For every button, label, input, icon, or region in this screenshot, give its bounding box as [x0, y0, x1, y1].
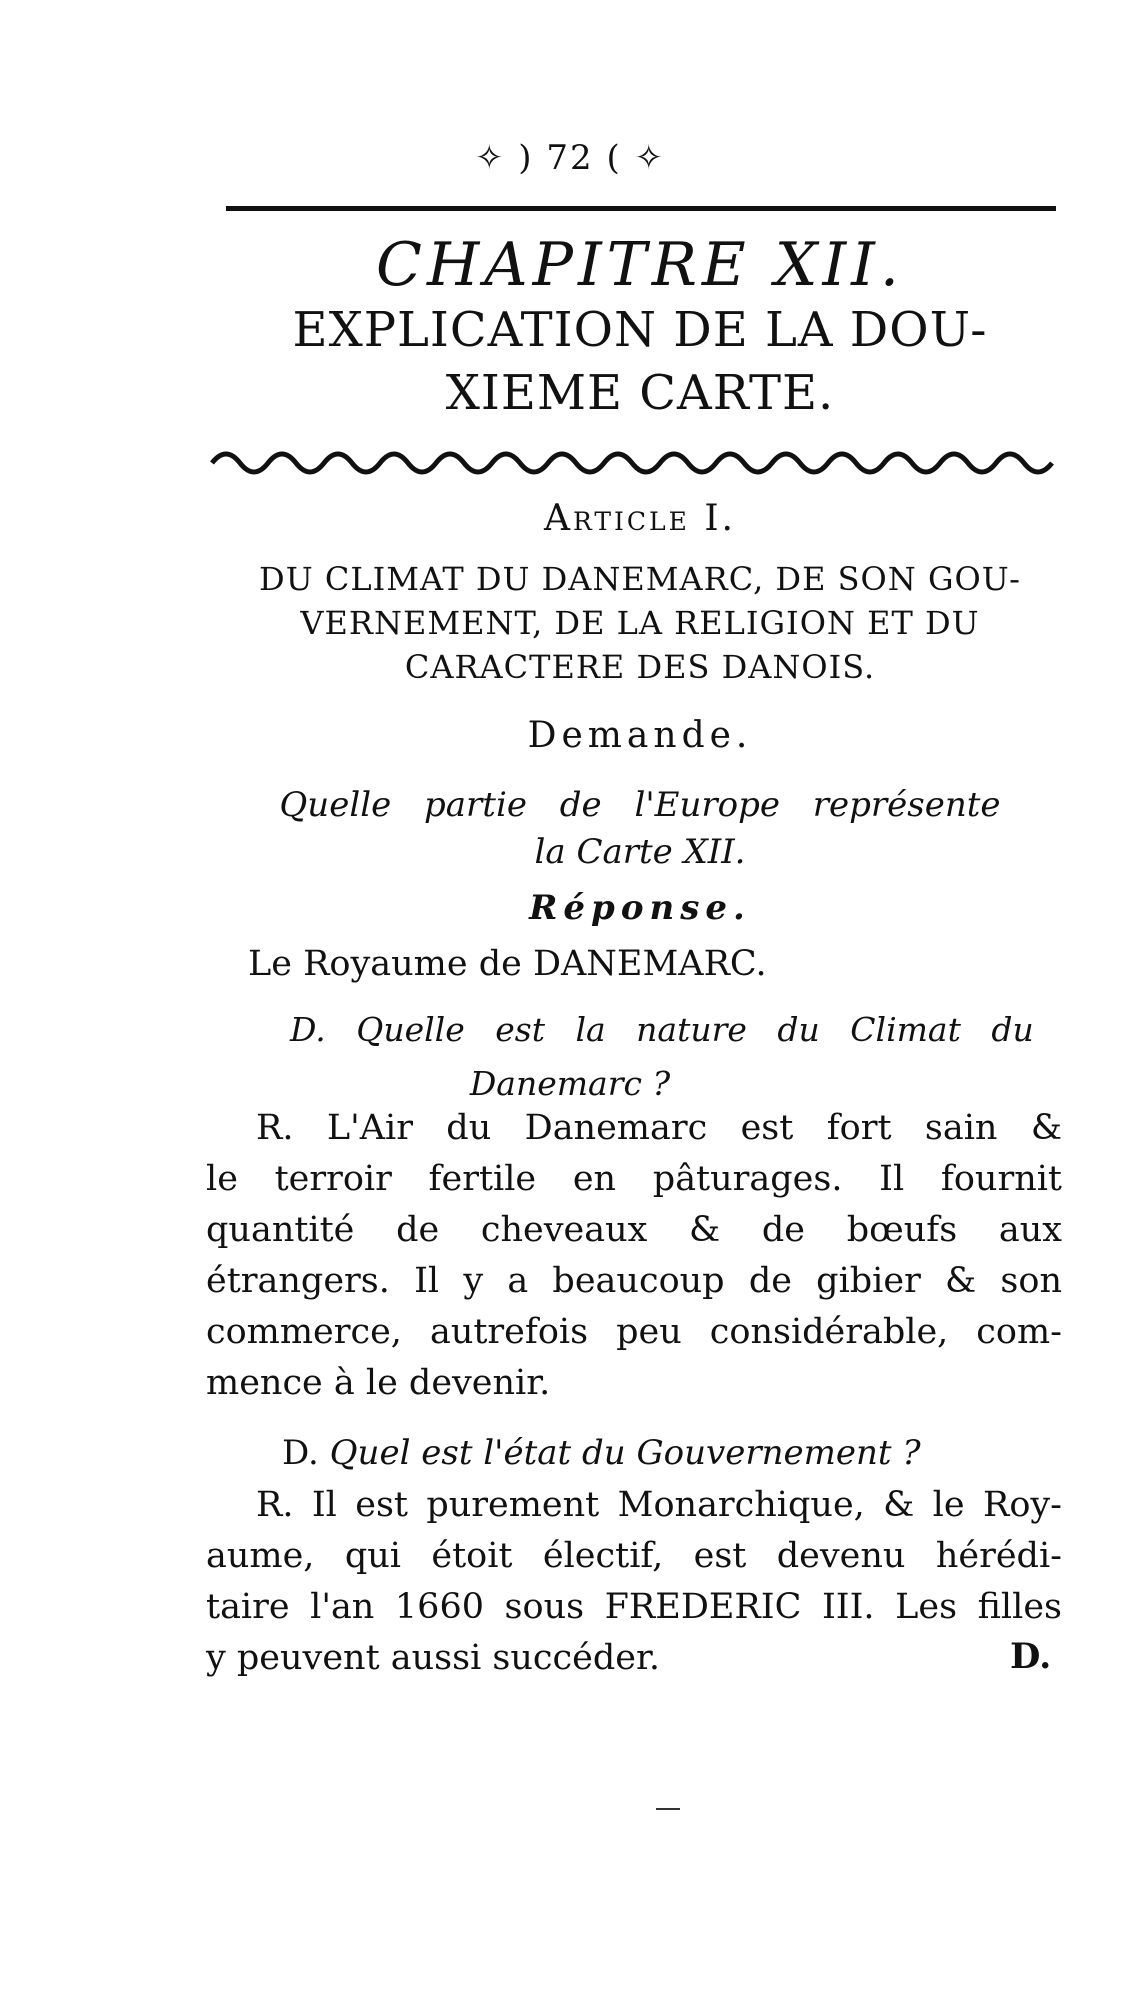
article-subtitle-line3: CARACTERE DES DANOIS.	[404, 648, 876, 686]
chapter-subtitle-line2: XIEME CARTE.	[445, 365, 835, 421]
question1-line1: Quelle partie de l'Europe représente	[279, 785, 1001, 825]
header-rule	[226, 206, 1056, 211]
answer2-line: commerce, autrefois peu considérable, com-	[206, 1312, 1062, 1352]
catchword: D.	[1010, 1636, 1052, 1677]
ornament-band	[208, 448, 1060, 478]
question2-line2: Danemarc ?	[469, 1064, 671, 1103]
question1-line2: la Carte XII.	[534, 832, 746, 872]
article-subtitle-line2: VERNEMENT, DE LA RELIGION ET DU	[300, 604, 980, 642]
chapter-title: CHAPITRE XII.	[376, 230, 904, 300]
question2-line1: D. Quelle est la nature du Climat du	[290, 1010, 1034, 1049]
question3	[282, 1433, 921, 1473]
answer2-line: mence à le devenir.	[206, 1363, 551, 1403]
question3-prefix: D.	[282, 1433, 319, 1473]
answer2-line: le terroir fertile en pâturages. Il fournit	[206, 1159, 1062, 1199]
answer3-line: aume, qui étoit électif, est devenu hérédi-	[206, 1536, 1062, 1576]
answer3-line: R. Il est purement Monarchique, & le Roy-	[256, 1485, 1062, 1525]
article-heading: Article I.	[543, 498, 737, 539]
chapter-subtitle-line1: EXPLICATION DE LA DOU-	[292, 302, 988, 358]
answer1: Le Royaume de DANEMARC.	[248, 944, 767, 984]
answer3-paragraph	[206, 1480, 1062, 1684]
reponse-label: Réponse.	[529, 888, 751, 928]
running-head: ✧ ) 72 ( ✧	[475, 138, 665, 178]
answer2-paragraph	[206, 1103, 1062, 1409]
answer3-line: y peuvent aussi succéder.	[206, 1638, 660, 1678]
article-subtitle-line1: DU CLIMAT DU DANEMARC, DE SON GOU-	[259, 560, 1021, 598]
answer3-line: taire l'an 1660 sous FREDERIC III. Les filles	[206, 1587, 1062, 1627]
answer2-line: quantité de cheveaux & de bœufs aux	[206, 1210, 1062, 1250]
page-mark	[656, 1808, 680, 1810]
question3-text: Quel est l'état du Gouvernement ?	[329, 1433, 921, 1473]
demande-label: Demande.	[527, 715, 753, 756]
answer2-line: étrangers. Il y a beaucoup de gibier & son	[206, 1261, 1062, 1301]
answer2-line: R. L'Air du Danemarc est fort sain &	[256, 1108, 1062, 1148]
